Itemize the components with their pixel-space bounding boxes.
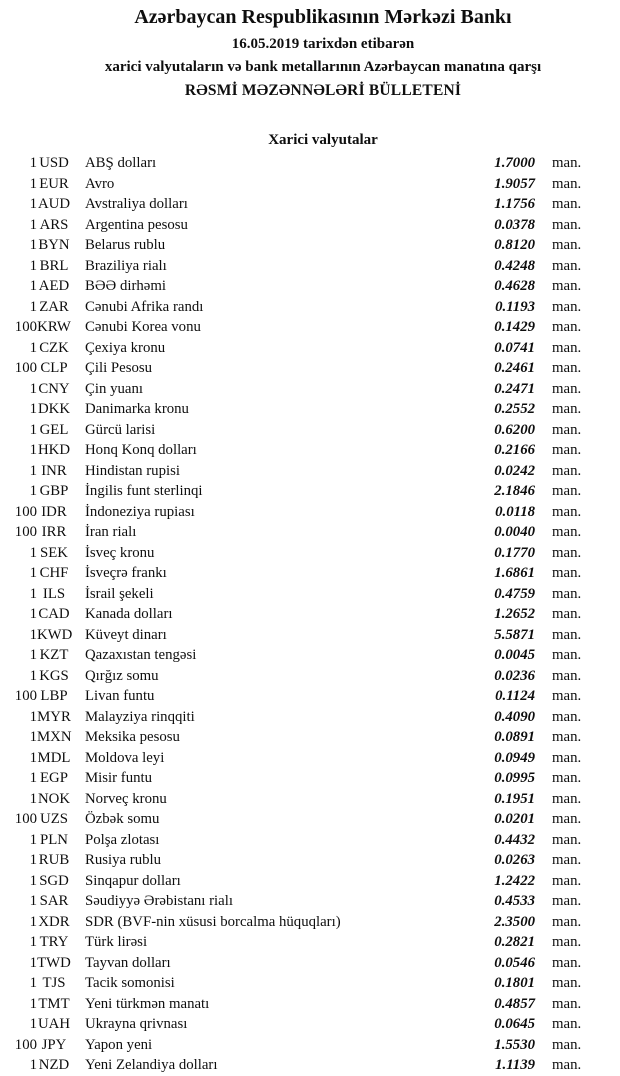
quantity-cell: 1 xyxy=(29,790,37,807)
quantity-cell: 1 xyxy=(29,155,37,171)
section-title: Xarici valyutalar xyxy=(268,132,378,148)
quantity-cell: 1 xyxy=(29,565,37,581)
unit-cell: man. xyxy=(552,380,582,397)
currency-code-cell: CZK xyxy=(39,339,69,356)
unit-cell: man. xyxy=(552,790,582,807)
currency-code-cell: MDL xyxy=(37,749,71,766)
table-row xyxy=(0,973,600,994)
quantity-cell: 100 xyxy=(14,524,37,540)
currency-code-cell: GBP xyxy=(39,483,69,499)
currency-name-cell: Cənubi Korea vonu xyxy=(85,319,201,335)
currency-code-cell: GEL xyxy=(39,421,69,438)
quantity-cell: 1 xyxy=(29,216,37,233)
currency-code-cell: NZD xyxy=(38,1057,70,1073)
table-row xyxy=(0,830,600,851)
currency-code-cell: IRR xyxy=(41,524,67,540)
table-row xyxy=(0,379,600,400)
rate-cell: 0.4759 xyxy=(494,585,535,602)
rates-table xyxy=(0,153,600,1076)
currency-name-cell: İsveç kronu xyxy=(85,544,155,561)
quantity-cell: 1 xyxy=(29,626,37,643)
quantity-cell: 1 xyxy=(29,708,37,725)
unit-cell: man. xyxy=(552,852,582,868)
rate-cell: 0.4628 xyxy=(494,278,535,294)
rate-cell: 0.0378 xyxy=(494,216,535,233)
table-row xyxy=(0,727,600,748)
currency-code-cell: EUR xyxy=(39,175,69,192)
currency-code-cell: INR xyxy=(41,462,67,479)
currency-code-cell: MXN xyxy=(37,729,72,745)
effective-date: 16.05.2019 tarixdən etibarən xyxy=(231,36,415,52)
rate-cell: 0.0201 xyxy=(494,811,535,827)
rate-cell: 1.2652 xyxy=(494,606,535,622)
currency-code-cell: UAH xyxy=(37,1016,71,1032)
currency-code-cell: KRW xyxy=(37,319,71,335)
unit-cell: man. xyxy=(552,237,582,253)
unit-cell: man. xyxy=(552,667,582,684)
rate-cell: 1.5530 xyxy=(494,1036,535,1053)
table-row xyxy=(0,235,600,256)
table-row xyxy=(0,768,600,789)
quantity-cell: 1 xyxy=(29,442,37,458)
quantity-cell: 1 xyxy=(29,544,37,561)
currency-name-cell: Misir funtu xyxy=(85,770,152,786)
rate-cell: 1.6861 xyxy=(494,565,535,581)
unit-cell: man. xyxy=(552,708,582,725)
table-row xyxy=(0,953,600,974)
unit-cell: man. xyxy=(552,175,582,192)
quantity-cell: 1 xyxy=(29,483,37,499)
currency-name-cell: İndoneziya rupiası xyxy=(85,503,195,520)
currency-name-cell: Ukrayna qrivnası xyxy=(85,1016,188,1032)
unit-cell: man. xyxy=(552,1057,582,1073)
currency-name-cell: Braziliya rialı xyxy=(85,257,167,274)
rate-cell: 5.5871 xyxy=(494,626,535,643)
currency-code-cell: PLN xyxy=(40,831,68,848)
unit-cell: man. xyxy=(552,585,582,602)
bulletin-header xyxy=(0,0,620,100)
unit-cell: man. xyxy=(552,934,582,950)
unit-cell: man. xyxy=(552,626,582,643)
quantity-cell: 100 xyxy=(14,688,37,704)
table-row xyxy=(0,871,600,892)
currency-name-cell: Türk lirəsi xyxy=(85,934,148,950)
unit-cell: man. xyxy=(552,647,582,663)
rate-cell: 0.2166 xyxy=(494,442,535,458)
currency-name-cell: İran rialı xyxy=(85,524,137,540)
currency-name-cell: Gürcü larisi xyxy=(85,421,156,438)
quantity-cell: 1 xyxy=(29,872,37,889)
quantity-cell: 1 xyxy=(29,175,37,192)
currency-name-cell: SDR (BVF-nin xüsusi borcalma hüquqları) xyxy=(85,913,341,930)
table-row xyxy=(0,215,600,236)
currency-name-cell: ABŞ dolları xyxy=(85,155,157,171)
quantity-cell: 1 xyxy=(29,749,37,766)
currency-code-cell: TJS xyxy=(42,975,66,991)
table-row xyxy=(0,1035,600,1056)
table-row xyxy=(0,1055,600,1076)
table-row xyxy=(0,502,600,523)
quantity-cell: 1 xyxy=(29,1057,37,1073)
currency-code-cell: EGP xyxy=(40,770,68,786)
rate-cell: 0.4857 xyxy=(494,995,535,1012)
unit-cell: man. xyxy=(552,401,582,417)
table-row xyxy=(0,174,600,195)
table-row xyxy=(0,666,600,687)
rate-cell: 0.0236 xyxy=(494,667,535,684)
currency-name-cell: Polşa zlotası xyxy=(85,831,160,848)
rate-cell: 0.0263 xyxy=(494,852,535,868)
currency-code-cell: CNY xyxy=(38,380,70,397)
unit-cell: man. xyxy=(552,257,582,274)
rate-cell: 0.1801 xyxy=(494,975,535,991)
currency-code-cell: TWD xyxy=(37,954,71,971)
quantity-cell: 1 xyxy=(29,729,37,745)
rate-cell: 0.2471 xyxy=(494,380,535,397)
currency-code-cell: UZS xyxy=(40,811,68,827)
currency-code-cell: RUB xyxy=(38,852,70,868)
table-row xyxy=(0,420,600,441)
rate-cell: 0.1429 xyxy=(494,319,535,335)
table-row xyxy=(0,563,600,584)
rate-cell: 0.4248 xyxy=(494,257,535,274)
table-row xyxy=(0,317,600,338)
rate-cell: 0.1770 xyxy=(494,544,535,561)
table-row xyxy=(0,461,600,482)
unit-cell: man. xyxy=(552,319,582,335)
quantity-cell: 1 xyxy=(29,934,37,950)
quantity-cell: 100 xyxy=(14,360,37,376)
rate-cell: 0.0995 xyxy=(494,770,535,786)
unit-cell: man. xyxy=(552,975,582,991)
unit-cell: man. xyxy=(552,749,582,766)
rate-cell: 0.6200 xyxy=(494,421,535,438)
quantity-cell: 1 xyxy=(29,278,37,294)
table-row xyxy=(0,1014,600,1035)
rate-cell: 0.2821 xyxy=(494,934,535,950)
table-row xyxy=(0,625,600,646)
quantity-cell: 1 xyxy=(29,401,37,417)
currency-code-cell: KWD xyxy=(37,626,73,643)
currency-name-cell: Çin yuanı xyxy=(85,380,143,397)
quantity-cell: 1 xyxy=(29,995,37,1012)
quantity-cell: 1 xyxy=(29,831,37,848)
unit-cell: man. xyxy=(552,995,582,1012)
rate-cell: 0.0741 xyxy=(494,339,535,356)
table-row xyxy=(0,153,600,174)
currency-name-cell: Honq Konq dolları xyxy=(85,442,197,458)
currency-code-cell: DKK xyxy=(37,401,71,417)
table-row xyxy=(0,276,600,297)
unit-cell: man. xyxy=(552,872,582,889)
unit-cell: man. xyxy=(552,360,582,376)
currency-name-cell: Kanada dolları xyxy=(85,606,173,622)
currency-code-cell: JPY xyxy=(41,1036,67,1053)
quantity-cell: 1 xyxy=(29,893,37,909)
currency-name-cell: Çili Pesosu xyxy=(85,360,153,376)
currency-name-cell: Qırğız somu xyxy=(85,667,159,684)
currency-code-cell: XDR xyxy=(38,913,70,930)
currency-code-cell: TRY xyxy=(39,934,69,950)
quantity-cell: 1 xyxy=(29,196,37,212)
currency-code-cell: ARS xyxy=(39,216,69,233)
currency-name-cell: Meksika pesosu xyxy=(85,729,180,745)
currency-code-cell: ILS xyxy=(42,585,66,602)
currency-code-cell: KGS xyxy=(39,667,69,684)
table-row xyxy=(0,686,600,707)
table-row xyxy=(0,912,600,933)
rate-cell: 1.2422 xyxy=(494,872,535,889)
table-row xyxy=(0,256,600,277)
unit-cell: man. xyxy=(552,811,582,827)
table-row xyxy=(0,543,600,564)
currency-code-cell: AUD xyxy=(37,196,71,212)
bulletin-title: RƏSMİ MƏZƏNNƏLƏRİ BÜLLETENİ xyxy=(184,82,462,99)
unit-cell: man. xyxy=(552,155,582,171)
rate-cell: 0.0949 xyxy=(494,749,535,766)
unit-cell: man. xyxy=(552,1036,582,1053)
currency-name-cell: Çexiya kronu xyxy=(85,339,166,356)
currency-name-cell: Tayvan dolları xyxy=(85,954,171,971)
currency-name-cell: Yeni Zelandiya dolları xyxy=(85,1057,218,1073)
currency-name-cell: Sinqapur dolları xyxy=(85,872,181,889)
currency-name-cell: Qazaxıstan tengəsi xyxy=(85,647,197,663)
currency-name-cell: Hindistan rupisi xyxy=(85,462,180,479)
unit-cell: man. xyxy=(552,462,582,479)
quantity-cell: 1 xyxy=(29,462,37,479)
quantity-cell: 1 xyxy=(29,585,37,602)
currency-name-cell: İsrail şekeli xyxy=(85,585,154,602)
table-row xyxy=(0,481,600,502)
quantity-cell: 1 xyxy=(29,339,37,356)
table-row xyxy=(0,809,600,830)
currency-code-cell: BRL xyxy=(39,257,69,274)
table-row xyxy=(0,584,600,605)
unit-cell: man. xyxy=(552,503,582,520)
table-row xyxy=(0,789,600,810)
unit-cell: man. xyxy=(552,421,582,438)
unit-cell: man. xyxy=(552,442,582,458)
currency-code-cell: LBP xyxy=(40,688,68,704)
rate-cell: 0.1124 xyxy=(495,688,535,704)
unit-cell: man. xyxy=(552,831,582,848)
currency-name-cell: Danimarka kronu xyxy=(85,401,189,417)
currency-code-cell: USD xyxy=(39,155,69,171)
currency-name-cell: BƏƏ dirhəmi xyxy=(85,278,166,294)
currency-name-cell: Özbək somu xyxy=(85,811,160,827)
table-row xyxy=(0,932,600,953)
currency-name-cell: İsveçrə frankı xyxy=(85,565,167,581)
unit-cell: man. xyxy=(552,278,582,294)
unit-cell: man. xyxy=(552,729,582,745)
rate-cell: 0.0645 xyxy=(494,1016,535,1032)
unit-cell: man. xyxy=(552,483,582,499)
table-row xyxy=(0,440,600,461)
rate-cell: 0.0045 xyxy=(494,647,535,663)
unit-cell: man. xyxy=(552,565,582,581)
quantity-cell: 1 xyxy=(29,852,37,868)
currency-code-cell: SAR xyxy=(39,893,69,909)
currency-code-cell: TMT xyxy=(38,995,70,1012)
currency-name-cell: Avro xyxy=(85,175,115,192)
rate-cell: 1.9057 xyxy=(494,175,535,192)
quantity-cell: 1 xyxy=(29,257,37,274)
unit-cell: man. xyxy=(552,1016,582,1032)
quantity-cell: 1 xyxy=(29,954,37,971)
quantity-cell: 100 xyxy=(14,1036,37,1053)
table-row xyxy=(0,707,600,728)
currency-name-cell: Malayziya rinqqiti xyxy=(85,708,195,725)
unit-cell: man. xyxy=(552,770,582,786)
unit-cell: man. xyxy=(552,216,582,233)
table-row xyxy=(0,399,600,420)
rate-cell: 0.0546 xyxy=(494,954,535,971)
currency-code-cell: CHF xyxy=(39,565,69,581)
currency-code-cell: ZAR xyxy=(39,298,69,315)
currency-code-cell: KZT xyxy=(39,647,69,663)
bank-name: Azərbaycan Respublikasının Mərkəzi Bankı xyxy=(134,6,512,28)
unit-cell: man. xyxy=(552,893,582,909)
quantity-cell: 1 xyxy=(29,606,37,622)
currency-name-cell: Moldova leyi xyxy=(85,749,165,766)
currency-code-cell: HKD xyxy=(37,442,71,458)
table-row xyxy=(0,850,600,871)
rate-cell: 1.7000 xyxy=(494,155,535,171)
quantity-cell: 100 xyxy=(14,503,37,520)
table-row xyxy=(0,994,600,1015)
rate-cell: 0.0242 xyxy=(494,462,535,479)
quantity-cell: 1 xyxy=(29,975,37,991)
currency-code-cell: IDR xyxy=(41,503,67,520)
quantity-cell: 100 xyxy=(14,811,37,827)
table-row xyxy=(0,297,600,318)
quantity-cell: 1 xyxy=(29,298,37,315)
currency-code-cell: SGD xyxy=(39,872,69,889)
quantity-cell: 1 xyxy=(29,913,37,930)
rate-cell: 0.0118 xyxy=(495,503,535,520)
rate-cell: 2.1846 xyxy=(494,483,535,499)
currency-name-cell: Yapon yeni xyxy=(85,1036,153,1053)
currency-name-cell: Avstraliya dolları xyxy=(85,196,188,212)
table-row xyxy=(0,891,600,912)
currency-name-cell: Rusiya rublu xyxy=(85,852,162,868)
table-row xyxy=(0,645,600,666)
rate-cell: 0.1193 xyxy=(495,298,535,315)
rate-cell: 0.4533 xyxy=(494,893,535,909)
unit-cell: man. xyxy=(552,913,582,930)
currency-code-cell: MYR xyxy=(37,708,71,725)
table-row xyxy=(0,358,600,379)
rate-cell: 1.1139 xyxy=(495,1057,535,1073)
currency-name-cell: Küveyt dinarı xyxy=(85,626,167,643)
currency-name-cell: Səudiyyə Ərəbistanı rialı xyxy=(85,893,233,909)
table-row xyxy=(0,522,600,543)
table-row xyxy=(0,194,600,215)
rate-cell: 2.3500 xyxy=(494,913,535,930)
currency-name-cell: İngilis funt sterlinqi xyxy=(85,483,203,499)
table-row xyxy=(0,748,600,769)
table-row xyxy=(0,604,600,625)
currency-code-cell: CLP xyxy=(40,360,68,376)
rate-cell: 0.1951 xyxy=(494,790,535,807)
rate-cell: 0.4432 xyxy=(494,831,535,848)
unit-cell: man. xyxy=(552,339,582,356)
quantity-cell: 1 xyxy=(29,1016,37,1032)
quantity-cell: 100 xyxy=(14,319,37,335)
unit-cell: man. xyxy=(552,298,582,315)
quantity-cell: 1 xyxy=(29,237,37,253)
rate-cell: 0.2552 xyxy=(494,401,535,417)
unit-cell: man. xyxy=(552,544,582,561)
rate-cell: 0.0891 xyxy=(494,729,535,745)
table-row xyxy=(0,338,600,359)
quantity-cell: 1 xyxy=(29,667,37,684)
rate-cell: 0.2461 xyxy=(494,360,535,376)
rate-cell: 0.8120 xyxy=(494,237,535,253)
unit-cell: man. xyxy=(552,606,582,622)
currency-code-cell: NOK xyxy=(37,790,71,807)
unit-cell: man. xyxy=(552,688,582,704)
currency-name-cell: Yeni türkmən manatı xyxy=(85,995,210,1012)
currency-name-cell: Cənubi Afrika randı xyxy=(85,298,204,315)
currency-code-cell: CAD xyxy=(38,606,70,622)
currency-name-cell: Belarus rublu xyxy=(85,237,166,253)
quantity-cell: 1 xyxy=(29,770,37,786)
quantity-cell: 1 xyxy=(29,380,37,397)
rate-cell: 0.0040 xyxy=(494,524,535,540)
bulletin-subtitle: xarici valyutaların və bank metallarının Azərbaycan manatına qarşı xyxy=(104,59,542,75)
rate-cell: 0.4090 xyxy=(494,708,535,725)
currency-code-cell: AED xyxy=(38,278,70,294)
quantity-cell: 1 xyxy=(29,421,37,438)
currency-code-cell: BYN xyxy=(38,237,70,253)
unit-cell: man. xyxy=(552,524,582,540)
currency-code-cell: SEK xyxy=(40,544,68,561)
rate-cell: 1.1756 xyxy=(494,196,535,212)
currency-name-cell: Tacik somonisi xyxy=(85,975,175,991)
quantity-cell: 1 xyxy=(29,647,37,663)
currency-name-cell: Norveç kronu xyxy=(85,790,167,807)
currency-name-cell: Livan funtu xyxy=(85,688,155,704)
unit-cell: man. xyxy=(552,196,582,212)
unit-cell: man. xyxy=(552,954,582,971)
currency-name-cell: Argentina pesosu xyxy=(85,216,188,233)
